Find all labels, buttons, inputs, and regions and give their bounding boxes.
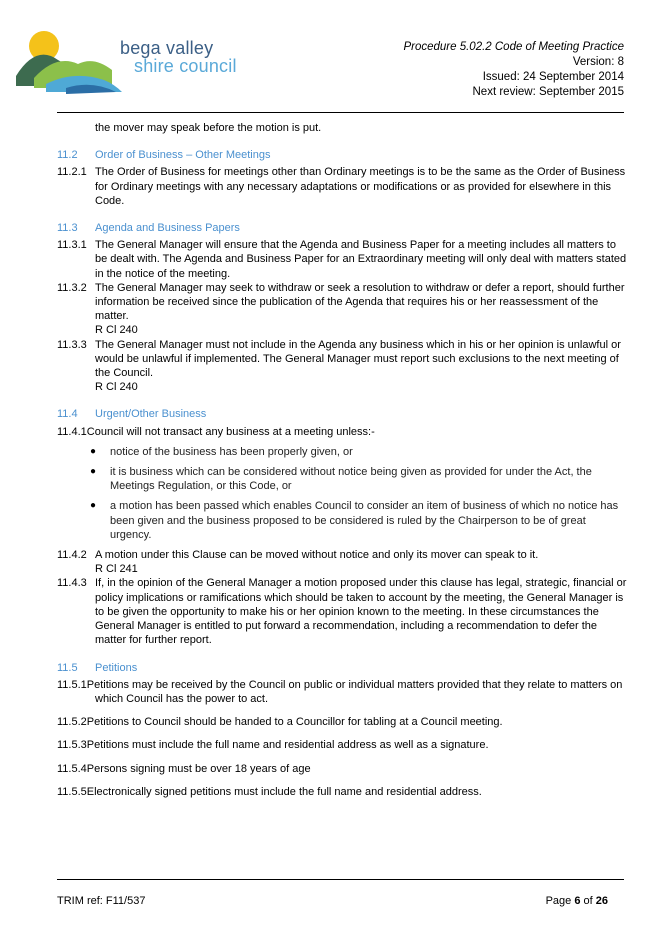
clause-11-4-1: 11.4.1Council will not transact any business at a meeting unless:- xyxy=(57,425,375,438)
page-number: Page 6 of 26 xyxy=(545,895,608,907)
document-header xyxy=(403,40,624,100)
clause-11-5-3: 11.5.3Petitions must include the full name and residential address as well as a signature. xyxy=(57,739,489,752)
clause-11-3-1: 11.3.1 The General Manager will ensure that the Agenda and Business Paper for a meeting includes all matters to be dealt with. The Agenda and Business Paper for an Extraordinary meeting will only deal with matters stated in the notice of the meeting. xyxy=(57,239,627,280)
bullet-icon: ● xyxy=(90,466,97,478)
reference-11-4-2: R Cl 241 xyxy=(95,563,138,576)
clause-11-4-3: 11.4.3 If, in the opinion of the General Manager a motion proposed under this clause has legal, strategic, financial or policy implications or ramifications which should be taken to account by the meeting, the General Manager is to be given the opportunity to make his or her opinion known to the meeting. In these circumstances the General Manager is entitled to put forward a recommendation, including a recommendation to defer the matter for further report. xyxy=(57,577,627,647)
document-body xyxy=(57,121,627,799)
list-item: ● it is business which can be considered without notice being given as provided for under the Act, the Meetings Regulation, or this Code, or xyxy=(90,466,592,493)
bullet-icon: ● xyxy=(90,500,97,512)
clause-11-3-2: 11.3.2 The General Manager may seek to withdraw or seek a resolution to withdraw or defer a report, should further information be received since the publication of the Agenda that requires his or her reassessment of the matter. xyxy=(57,281,625,323)
logo-text-shire-council: shire council xyxy=(134,56,237,76)
logo-text-bega-valley: bega valley xyxy=(120,38,214,58)
list-item: ● a motion has been passed which enables Council to consider an item of business of which no notice has been given and the business proposed to be considered is ruled by the Chairperson to be of great urgency. xyxy=(90,500,619,541)
clause-11-5-1: 11.5.1Petitions may be received by the Council on public or individual matters provided that they relate to matters on which Council has the power to act. xyxy=(57,678,623,705)
reference-11-3-2: R Cl 240 xyxy=(95,324,138,337)
version: Version: 8 xyxy=(572,56,624,68)
heading-11-2: 11.2 Order of Business – Other Meetings xyxy=(57,149,271,162)
heading-11-5: 11.5 Petitions xyxy=(57,661,138,674)
heading-11-3: 11.3 Agenda and Business Papers xyxy=(57,222,240,235)
council-logo xyxy=(16,26,246,106)
continued-text: the mover may speak before the motion is put. xyxy=(95,122,322,134)
clause-11-5-4: 11.5.4Persons signing must be over 18 years of age xyxy=(57,762,311,775)
list-item: ● notice of the business has been properly given, or xyxy=(90,445,353,458)
clause-11-4-2: 11.4.2 A motion under this Clause can be moved without notice and only its mover can speak to it. xyxy=(57,549,539,562)
procedure-title: Procedure 5.02.2 Code of Meeting Practice xyxy=(403,41,624,53)
clause-11-5-2: 11.5.2Petitions to Council should be handed to a Councillor for tabling at a Council meeting. xyxy=(57,716,503,729)
clause-11-3-3: 11.3.3 The General Manager must not include in the Agenda any business which in his or her opinion is unlawful or would be unlawful if implemented. The General Manager must report such exclusions to the next meeting of the Council. xyxy=(57,338,621,380)
clause-11-2-1: 11.2.1 The Order of Business for meetings other than Ordinary meetings is to be the same as the Order of Business for Ordinary meetings with any necessary adaptations or modifications or as provided for elsewhere in this Code. xyxy=(57,166,626,207)
heading-11-4: 11.4 Urgent/Other Business xyxy=(57,408,207,421)
reference-11-3-3: R Cl 240 xyxy=(95,381,138,394)
header-divider xyxy=(57,112,624,113)
bullet-icon: ● xyxy=(90,445,97,457)
next-review-date: Next review: September 2015 xyxy=(472,86,624,98)
footer-divider xyxy=(57,879,624,880)
hills-sun-icon xyxy=(16,26,126,104)
issued-date: Issued: 24 September 2014 xyxy=(482,71,624,83)
trim-reference: TRIM ref: F11/537 xyxy=(57,895,146,907)
bullet-list xyxy=(57,445,627,542)
clause-11-5-5: 11.5.5Electronically signed petitions must include the full name and residential address. xyxy=(57,785,482,798)
